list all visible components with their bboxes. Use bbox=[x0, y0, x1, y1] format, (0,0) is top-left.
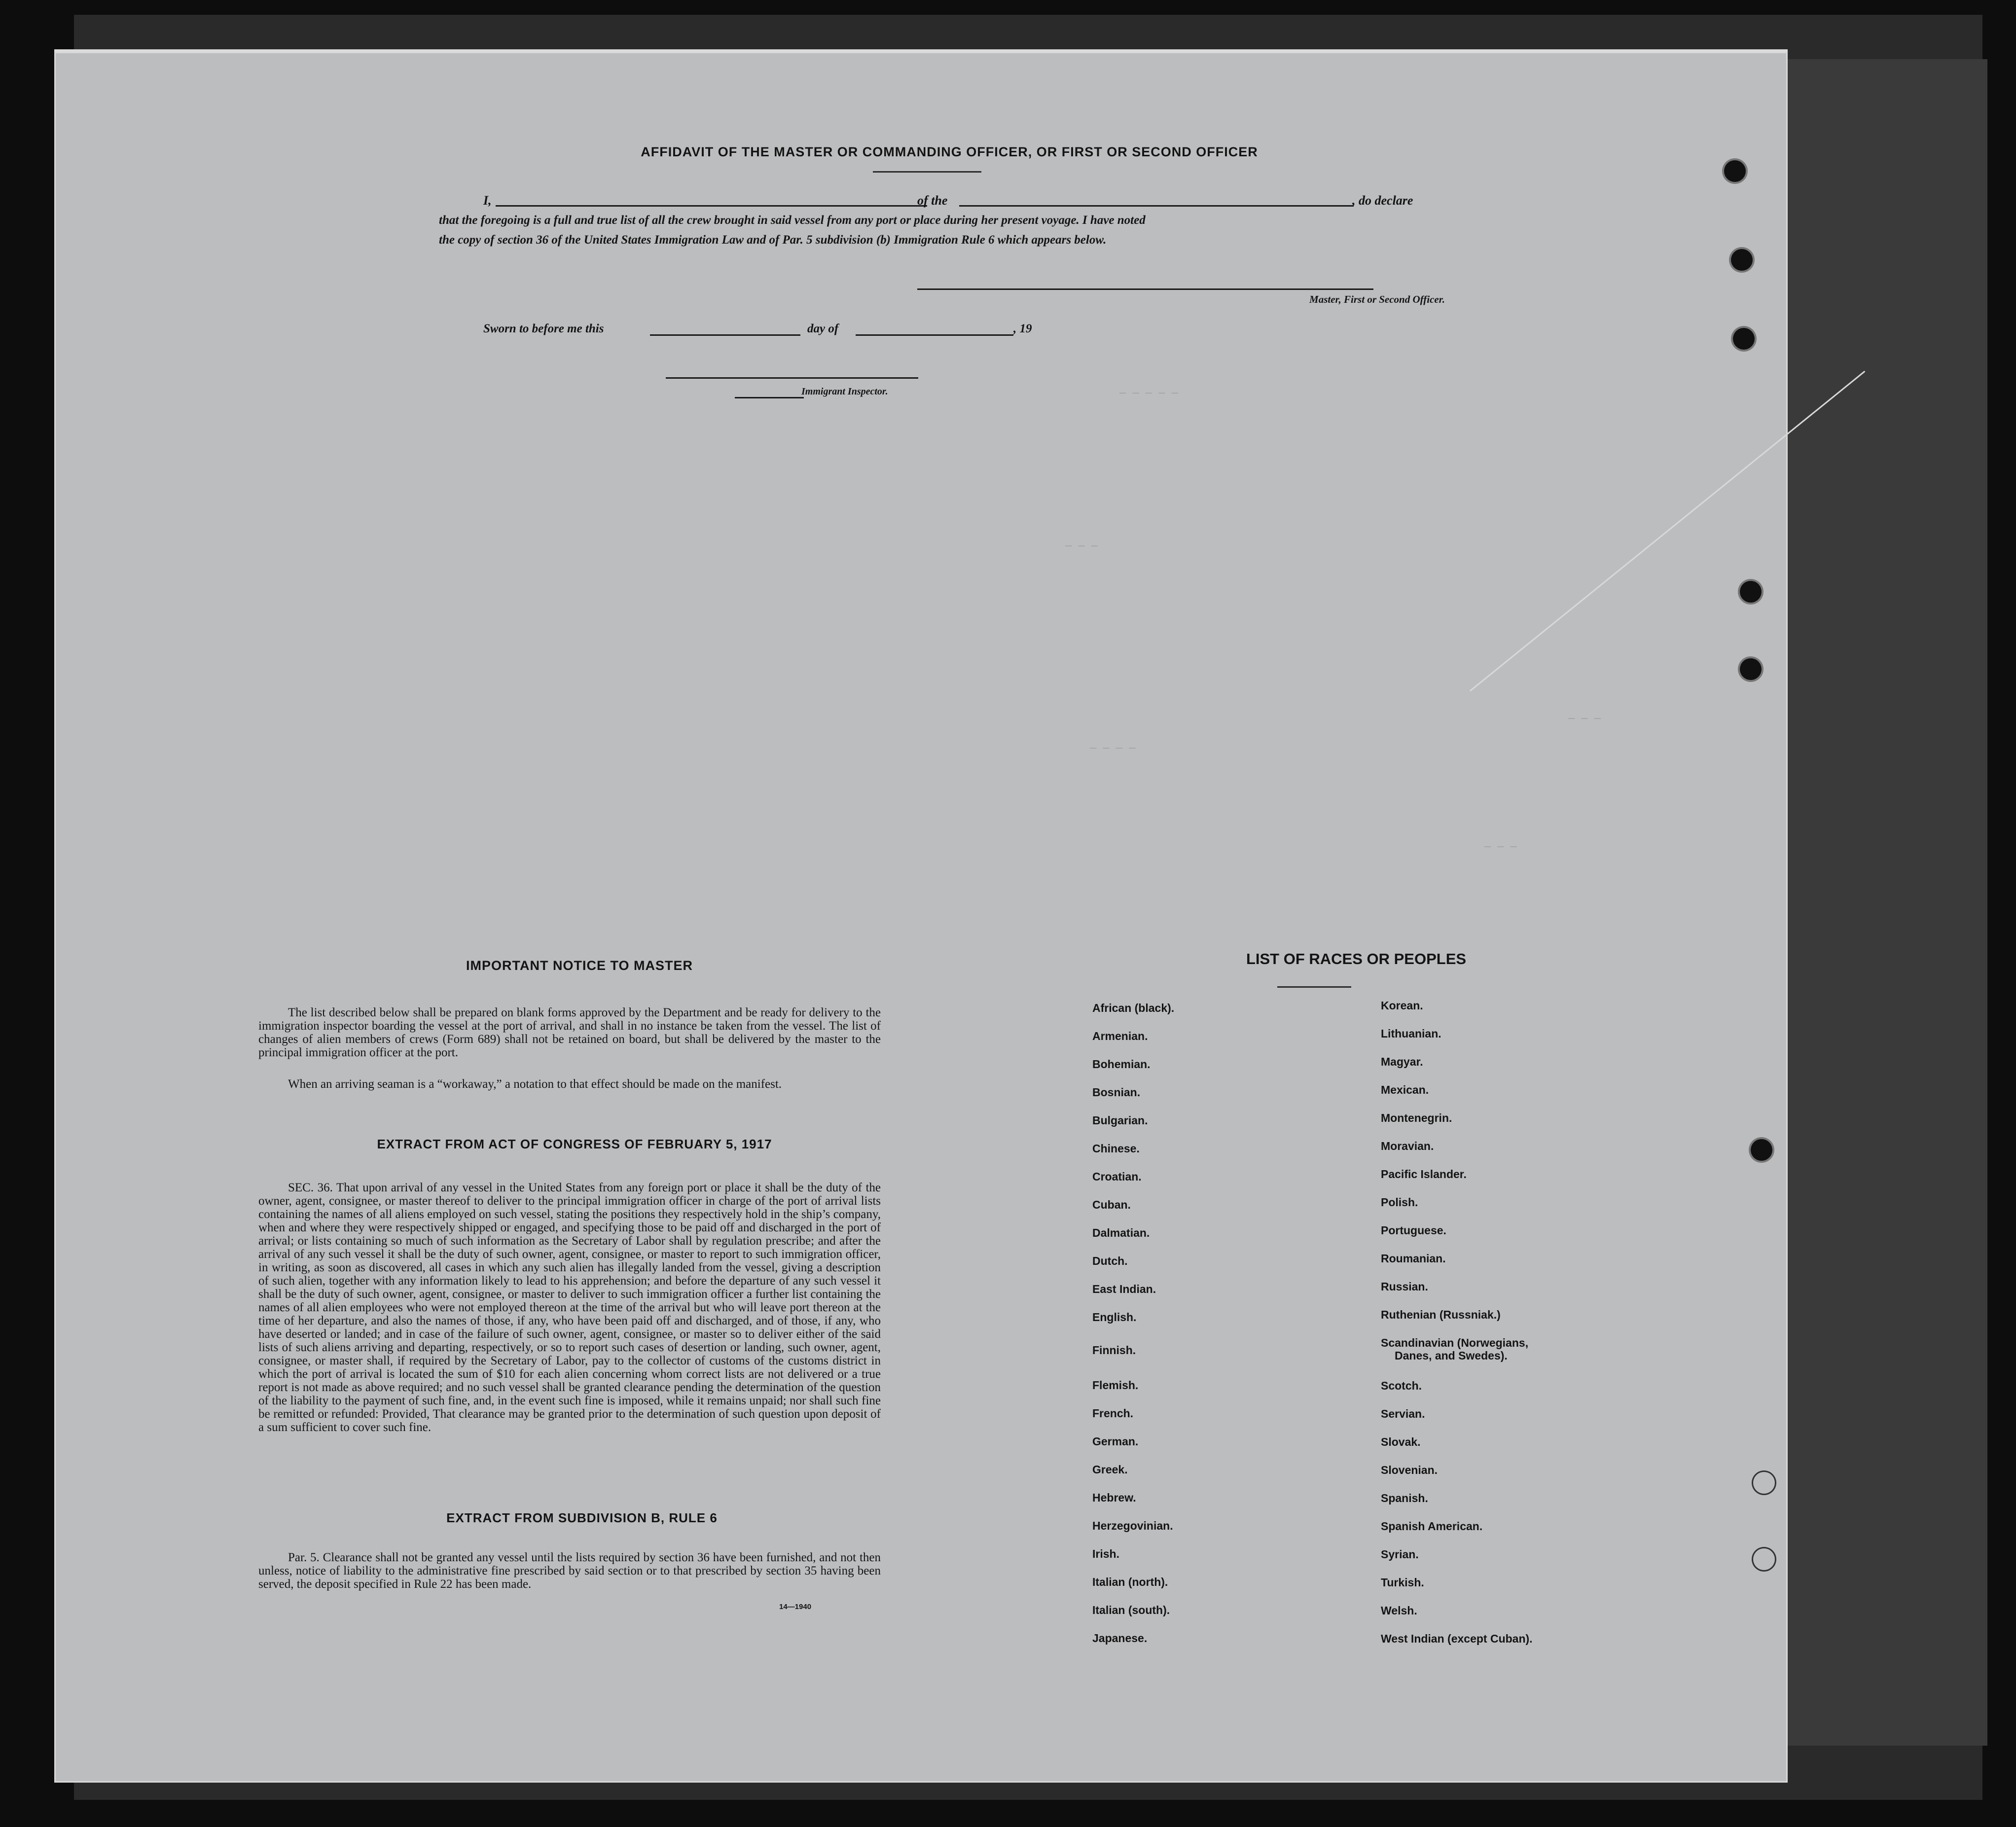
binder-hole bbox=[1733, 328, 1755, 350]
officer-signature-caption: Master, First or Second Officer. bbox=[1309, 293, 1445, 305]
race-item: Cuban. bbox=[1092, 1198, 1131, 1211]
extract-rule-title: EXTRACT FROM SUBDIVISION B, RULE 6 bbox=[446, 1510, 718, 1525]
form-number: 14—1940 bbox=[779, 1603, 812, 1611]
race-item: Spanish American. bbox=[1381, 1520, 1483, 1533]
master-name-blank[interactable] bbox=[496, 205, 927, 207]
race-item: African (black). bbox=[1092, 1002, 1175, 1014]
extract-rule-text: Par. 5. Clearance shall not be granted any vessel until the lists required by section 36 have been furnished, and not then unless, notice of liability to the administrative fine prescribed by said section or to that prescribed by section 35 having been served, the deposit specified in Rule 22 has been made. bbox=[258, 1551, 881, 1591]
race-item: Slovenian. bbox=[1381, 1464, 1438, 1476]
sworn-day-blank[interactable] bbox=[650, 334, 800, 336]
vessel-name-blank[interactable] bbox=[959, 205, 1354, 207]
binder-hole bbox=[1724, 160, 1746, 182]
inspector-caption-lead bbox=[735, 397, 804, 398]
race-item: Scotch. bbox=[1381, 1379, 1422, 1392]
race-item: Armenian. bbox=[1092, 1030, 1148, 1042]
race-item: Polish. bbox=[1381, 1196, 1418, 1209]
race-item: Russian. bbox=[1381, 1280, 1428, 1293]
race-item: Syrian. bbox=[1381, 1548, 1419, 1561]
race-item: Japanese. bbox=[1092, 1632, 1148, 1645]
race-item: Dutch. bbox=[1092, 1254, 1128, 1267]
notice-paragraph-2: When an arriving seaman is a “workaway,” a notation to that effect should be made on the manifest. bbox=[288, 1077, 782, 1091]
officer-signature-line[interactable] bbox=[917, 288, 1373, 290]
sworn-month-blank[interactable] bbox=[856, 334, 1013, 336]
affidavit-of-the: of the bbox=[917, 193, 948, 208]
race-item: Mexican. bbox=[1381, 1083, 1429, 1096]
binder-hole bbox=[1740, 581, 1762, 603]
affidavit-title: AFFIDAVIT OF THE MASTER OR COMMANDING OFFICER, OR FIRST OR SECOND OFFICER bbox=[641, 144, 1258, 159]
title-rule bbox=[873, 171, 981, 173]
race-item: Magyar. bbox=[1381, 1055, 1423, 1068]
race-item: Korean. bbox=[1381, 999, 1423, 1012]
race-item: Roumanian. bbox=[1381, 1252, 1446, 1265]
notice-title: IMPORTANT NOTICE TO MASTER bbox=[466, 958, 693, 973]
affidavit-i: I, bbox=[483, 193, 492, 208]
races-title-rule bbox=[1277, 986, 1351, 988]
race-item: West Indian (except Cuban). bbox=[1381, 1632, 1533, 1645]
sworn-year: , 19 bbox=[1013, 322, 1032, 335]
race-item: English. bbox=[1092, 1311, 1137, 1324]
sworn-prefix: Sworn to before me this bbox=[483, 322, 604, 335]
inspector-caption: Immigrant Inspector. bbox=[801, 386, 888, 397]
extract-act-text: SEC. 36. That upon arrival of any vessel in the United States from any foreign port or place it shall be the duty of the owner, agent, consignee, or master thereof to deliver to the principal immigration officer in charge of the port of arrival lists containing the names of all aliens employed on such vessel, stating the positions they respectively hold in the ship’s company, when and where they were respectively shipped or engaged, and specifying those to be paid off and discharged in the port of arrival; or lists containing so much of such information as the Secretary of Labor shall by regulation prescribe; and after the arrival of any such vessel it shall be the duty of such owner, agent, consignee, or master to report to such immigration officer, in writing, as soon as discovered, all cases in which any such alien has illegally landed from the vessel, giving a description of such alien, together with any information likely to lead to his apprehension; and before the departure of any such vessel it shall be the duty of such owner, agent, consignee, or master to deliver to such immigration officer a further list containing the names of all alien employees who were not employed thereon at the time of the arrival but who will leave port thereon at the time of her departure, and also the names of those, if any, who have been paid off and discharged, and of those, if any, who have deserted or landed; and in case of the failure of such owner, agent, consignee, or master so to deliver either of the said lists of such aliens arriving and departing, respectively, or so to report such cases of desertion or landing, such owner, agent, consignee, or master shall, if required by the Secretary of Labor, pay to the collector of customs of the customs district in which the port of arrival is located the sum of $10 for each alien concerning whom correct lists are not delivered or a true report is not made as above required; and no such vessel shall be granted clearance pending the determination of the question of the liability to the payment of such fine, and, in the event such fine is imposed, while it remains unpaid; nor shall such fine be remitted or refunded: Provided, That clearance may be granted prior to the determination of such question upon deposit of a sum sufficient to cover such fine. bbox=[258, 1181, 881, 1434]
race-item: Irish. bbox=[1092, 1547, 1119, 1560]
bleed-through-mark: — — — — — bbox=[1119, 387, 1178, 399]
race-item: Montenegrin. bbox=[1381, 1111, 1452, 1124]
race-item: French. bbox=[1092, 1407, 1134, 1420]
bleed-through-mark: — — — — bbox=[1090, 742, 1136, 754]
notice-paragraph-1: The list described below shall be prepared on blank forms approved by the Department and be ready for delivery to the immigration inspector boarding the vessel at the port of arrival, and shall in no instance be taken from the vessel. The list of changes of alien members of crews (Form 689) shall not be retained on board, but shall be delivered by the master to the principal immigration officer at the port. bbox=[258, 1006, 881, 1059]
race-item: Chinese. bbox=[1092, 1142, 1140, 1155]
race-item: Pacific Islander. bbox=[1381, 1168, 1467, 1181]
race-item: Welsh. bbox=[1381, 1604, 1417, 1617]
race-item: Italian (south). bbox=[1092, 1604, 1170, 1616]
race-item: Slovak. bbox=[1381, 1435, 1421, 1448]
binder-hole bbox=[1740, 658, 1762, 680]
race-item: Portuguese. bbox=[1381, 1224, 1446, 1237]
race-item: Spanish. bbox=[1381, 1492, 1428, 1505]
sworn-day-of: day of bbox=[807, 322, 839, 335]
affidavit-line-2: that the foregoing is a full and true list of all the crew brought in said vessel from any port or place during her present voyage. I have noted bbox=[439, 214, 1146, 227]
inspector-signature-line[interactable] bbox=[666, 377, 918, 379]
race-item: Croatian. bbox=[1092, 1170, 1142, 1183]
race-item: Italian (north). bbox=[1092, 1576, 1168, 1588]
race-item: Danes, and Swedes). bbox=[1395, 1349, 1508, 1362]
race-item: Greek. bbox=[1092, 1463, 1128, 1476]
binder-hole bbox=[1751, 1139, 1772, 1161]
bleed-through-mark: — — — bbox=[1568, 713, 1601, 725]
affidavit-line-3: the copy of section 36 of the United States Immigration Law and of Par. 5 subdivision (b) Immigration Rule 6 which appears below. bbox=[439, 233, 1107, 247]
binder-hole bbox=[1753, 1548, 1775, 1570]
race-item: Flemish. bbox=[1092, 1379, 1139, 1392]
bleed-through-mark: — — — bbox=[1065, 540, 1098, 552]
bleed-through-mark: — — — bbox=[1484, 841, 1517, 853]
race-item: German. bbox=[1092, 1435, 1139, 1448]
race-item: Lithuanian. bbox=[1381, 1027, 1441, 1040]
extract-act-title: EXTRACT FROM ACT OF CONGRESS OF FEBRUARY 5, 1917 bbox=[377, 1137, 772, 1151]
race-item: Bosnian. bbox=[1092, 1086, 1141, 1099]
form-page bbox=[54, 52, 1788, 1783]
race-item: Finnish. bbox=[1092, 1344, 1136, 1357]
race-item: Ruthenian (Russniak.) bbox=[1381, 1308, 1501, 1321]
race-item: Bohemian. bbox=[1092, 1058, 1151, 1071]
race-item: Turkish. bbox=[1381, 1576, 1424, 1589]
affidavit-declare: , do declare bbox=[1352, 193, 1413, 208]
race-item: Dalmatian. bbox=[1092, 1226, 1150, 1239]
back-sheet-edge bbox=[1756, 59, 1987, 1746]
race-item: Bulgarian. bbox=[1092, 1114, 1148, 1127]
race-item: Hebrew. bbox=[1092, 1491, 1136, 1504]
race-item: Herzegovinian. bbox=[1092, 1519, 1173, 1532]
race-item: Servian. bbox=[1381, 1407, 1425, 1420]
binder-hole bbox=[1753, 1472, 1775, 1494]
race-item: East Indian. bbox=[1092, 1283, 1156, 1295]
race-item: Moravian. bbox=[1381, 1140, 1434, 1152]
binder-hole bbox=[1731, 249, 1753, 271]
races-title: LIST OF RACES OR PEOPLES bbox=[1246, 950, 1467, 967]
race-item: Scandinavian (Norwegians, bbox=[1381, 1336, 1529, 1349]
